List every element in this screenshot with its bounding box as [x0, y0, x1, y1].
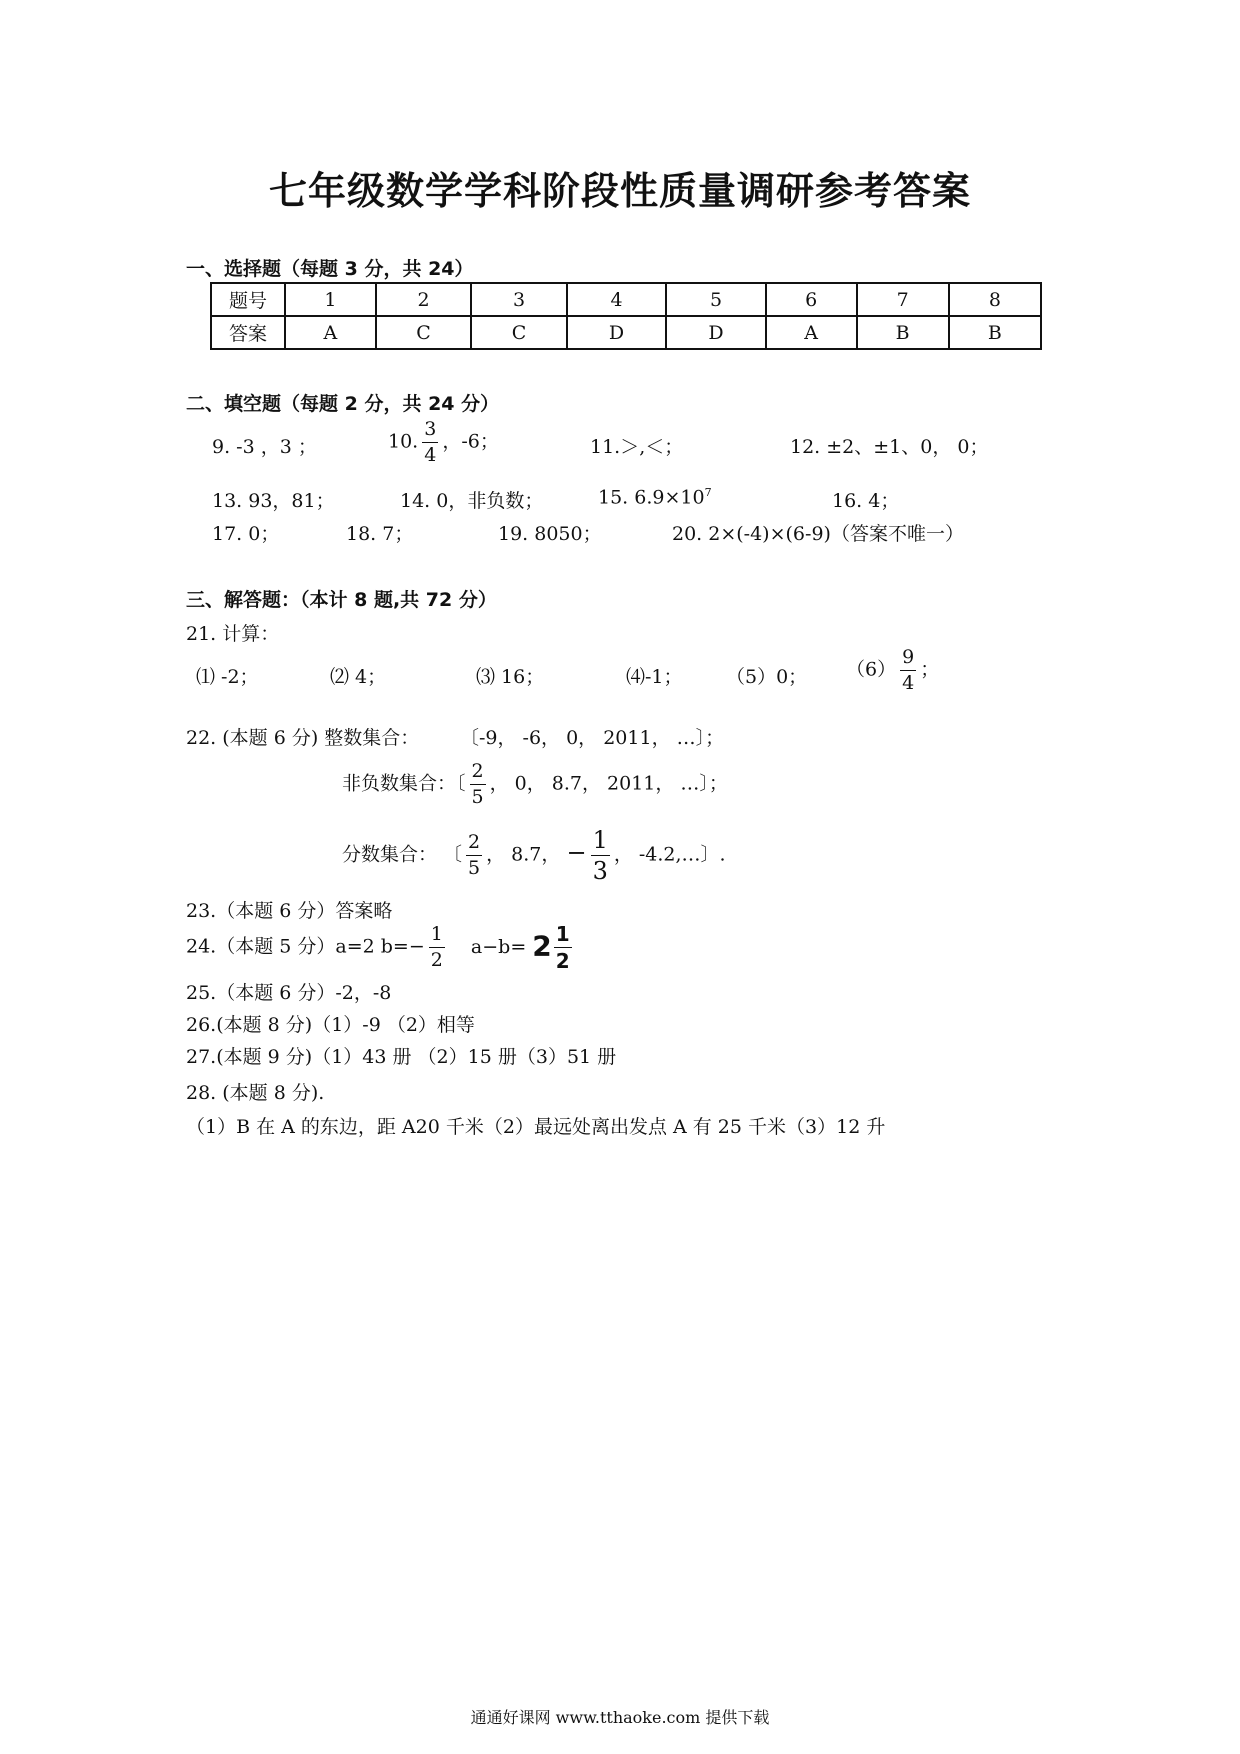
fraction-denominator: 5 — [468, 857, 481, 879]
q22-nonneg-rest: ， 0， 8.7， 2011， …〕； — [489, 772, 728, 795]
table-cell: B — [949, 316, 1041, 349]
q22-fraction-2 — [591, 828, 610, 883]
answer-q28: （1）B 在 A 的东边，距 A20 千米（2）最远处离出发点 A 有 25 千米（3）12 升 — [186, 1116, 886, 1138]
fraction-numerator: 9 — [900, 648, 916, 671]
q22-label: 22. (本题 6 分) 整数集合： — [186, 727, 420, 749]
fraction-numerator: 1 — [555, 922, 570, 946]
q22-nonneg-label: 非负数集合：〔 — [342, 772, 466, 795]
q28-label: 28. (本题 8 分). — [186, 1082, 325, 1104]
fraction-denominator: 3 — [592, 857, 608, 885]
table-cell: A — [766, 316, 857, 349]
table-cell: D — [567, 316, 666, 349]
fraction-numerator: 2 — [466, 833, 482, 856]
q15-exponent: 7 — [704, 486, 712, 499]
q10-label: 10. — [388, 430, 419, 453]
q24-mixed-number — [532, 924, 575, 971]
table-cell: 6 — [766, 283, 857, 316]
answer-q27: 27.(本题 9 分)（1）43 册 （2）15 册（3）51 册 — [186, 1046, 617, 1068]
fraction-numerator: 1 — [429, 925, 445, 948]
q24-ab-label: a−b= — [470, 935, 527, 958]
answer-q19: 19. 8050； — [498, 523, 602, 545]
answer-q21-2: ⑵ 4； — [330, 666, 387, 688]
answer-q18: 18. 7； — [346, 523, 414, 545]
answer-q20: 20. 2×(-4)×(6-9)（答案不唯一） — [672, 523, 964, 545]
q22-nonneg-fraction — [470, 762, 486, 807]
fraction-denominator: 4 — [902, 672, 915, 694]
answer-q23: 23.（本题 6 分）答案略 — [186, 900, 393, 922]
answer-q9: 9. -3 ，3 ； — [212, 436, 317, 458]
answer-q16: 16. 4； — [832, 490, 900, 512]
mixed-whole: 2 — [532, 929, 552, 963]
table-cell: A — [285, 316, 376, 349]
section1-heading: 一、选择题（每题 3 分，共 24） — [186, 258, 474, 280]
table-cell: 3 — [471, 283, 567, 316]
table-row-numbers — [211, 283, 1041, 316]
page-title: 七年级数学学科阶段性质量调研参考答案 — [268, 169, 971, 213]
answer-q25: 25.（本题 6 分）-2，-8 — [186, 982, 392, 1004]
answer-q21-1: ⑴ -2； — [196, 666, 259, 688]
q22-integer-set: 〔-9， -6， 0， 2011， …〕； — [460, 727, 725, 749]
table-cell: 4 — [567, 283, 666, 316]
q10-fraction — [422, 420, 438, 465]
row-header-answer: 答案 — [211, 316, 285, 349]
fraction-numerator: 1 — [592, 826, 608, 854]
answer-q10 — [388, 420, 499, 465]
q21-label: 21. 计算： — [186, 623, 280, 645]
q21-6-label: （6） — [846, 658, 897, 681]
table-cell: 7 — [857, 283, 949, 316]
table-row-answers — [211, 316, 1041, 349]
q24-b-fraction — [429, 925, 445, 970]
q22-frac-label: 分数集合： 〔 — [342, 843, 463, 866]
page-footer: 通通好课网 www.tthaoke.com 提供下载 — [470, 1708, 770, 1727]
table-cell: C — [471, 316, 567, 349]
q21-6-end: ； — [920, 658, 940, 681]
q22-fraction-1 — [466, 833, 482, 878]
fraction-denominator: 2 — [555, 949, 570, 973]
table-cell: C — [376, 316, 472, 349]
section3-heading: 三、解答题：（本计 8 题,共 72 分） — [186, 589, 497, 611]
q10-rest: ，-6； — [442, 430, 499, 453]
answer-q12: 12. ±2、±1、0， 0； — [790, 436, 989, 458]
fraction-denominator: 5 — [471, 786, 484, 808]
table-cell: B — [857, 316, 949, 349]
answer-q21-5: （5）0； — [726, 666, 808, 688]
answer-q21-6 — [846, 648, 939, 693]
q22-frac-end: ， -4.2,…〕. — [613, 843, 726, 866]
section2-heading: 二、填空题（每题 2 分，共 24 分） — [186, 393, 500, 415]
fraction-denominator: 2 — [430, 949, 443, 971]
answer-q26: 26.(本题 8 分)（1）-9 （2）相等 — [186, 1014, 475, 1036]
answer-q11: 11.＞,＜； — [590, 436, 684, 458]
q22-fraction-set — [342, 828, 726, 883]
fraction-numerator: 2 — [470, 762, 486, 785]
q22-frac2-sign: − — [566, 838, 587, 867]
q15-base: 15. 6.9×10 — [598, 486, 705, 509]
answer-q21-4: ⑷-1； — [626, 666, 683, 688]
table-cell: 2 — [376, 283, 472, 316]
answer-q17: 17. 0； — [212, 523, 280, 545]
answer-q15 — [598, 486, 712, 508]
row-header-number: 题号 — [211, 283, 285, 316]
mixed-fraction — [554, 924, 572, 971]
table-cell: 8 — [949, 283, 1041, 316]
answer-q24 — [186, 924, 576, 971]
answer-q21-3: ⑶ 16； — [476, 666, 545, 688]
table-cell: 5 — [666, 283, 765, 316]
q22-nonnegative-set — [342, 762, 728, 807]
q22-frac-mid: ， 8.7， — [486, 843, 561, 866]
answer-q14: 14. 0，非负数； — [400, 490, 544, 512]
answer-q13: 13. 93，81； — [212, 490, 335, 512]
fraction-denominator: 4 — [424, 444, 437, 466]
q24-label: 24.（本题 5 分）a=2 b=− — [186, 935, 425, 958]
fraction-numerator: 3 — [422, 420, 438, 443]
table-cell: 1 — [285, 283, 376, 316]
table-cell: D — [666, 316, 765, 349]
answer-table — [210, 282, 1042, 350]
q21-6-fraction — [900, 648, 916, 693]
